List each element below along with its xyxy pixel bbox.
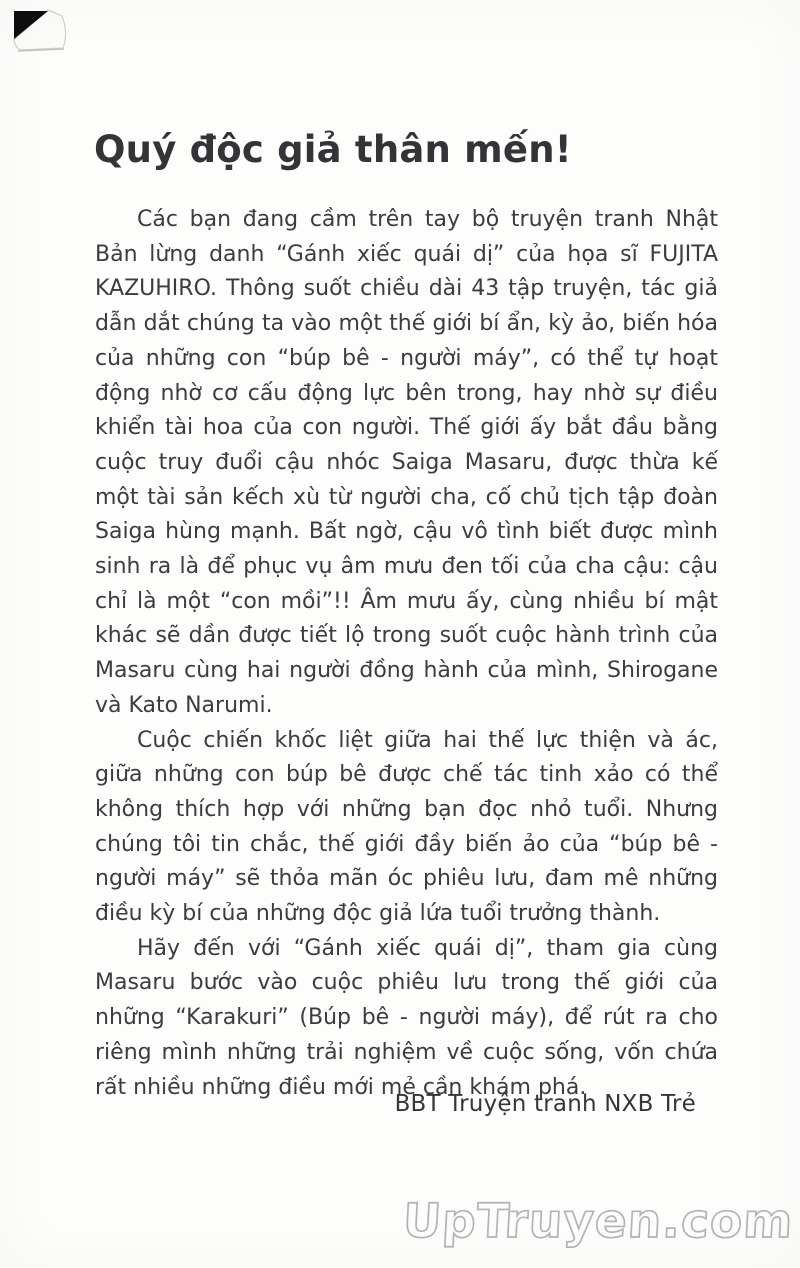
- paragraph-intro: Các bạn đang cầm trên tay bộ truyện tranh Nhật Bản lừng danh “Gánh xiếc quái dị” của họa sĩ FUJITA KAZUHIRO. Thông suốt chiều dài 43 tập truyện, tác giả dẫn dắt chúng ta vào một thế giới bí ẩn, kỳ ảo, biến hóa của những con “búp bê - người máy”, có thể tự hoạt động nhờ cơ cấu động lực bên trong, hay nhờ sự điều khiển tài hoa của con người. Thế giới ấy bắt đầu bằng cuộc truy đuổi cậu nhóc Saiga Masaru, được thừa kế một tài sản kếch xù từ người cha, cố chủ tịch tập đoàn Saiga hùng mạnh. Bất ngờ, cậu vô tình biết được mình sinh ra là để phục vụ âm mưu đen tối của cha cậu: cậu chỉ là một “con mồi”!! Âm mưu ấy, cùng nhiều bí mật khác sẽ dần được tiết lộ trong suốt cuộc hành trình của Masaru cùng hai người đồng hành của mình, Shirogane và Kato Narumi.: [95, 207, 718, 718]
- signature: BBT Truyện tranh NXB Trẻ: [394, 1091, 696, 1117]
- paragraph-invitation: Hãy đến với “Gánh xiếc quái dị”, tham gia cùng Masaru bước vào cuộc phiêu lưu trong thế giới của những “Karakuri” (Búp bê - người máy), để rút ra cho riêng mình những trải nghiệm về cuộc sống, vốn chứa rất nhiều những điều mới mẻ cần khám phá.: [95, 935, 718, 1100]
- corner-fold-icon: [10, 7, 72, 55]
- paragraph-warning: Cuộc chiến khốc liệt giữa hai thế lực thiện và ác, giữa những con búp bê được chế tác tinh xảo có thể không thích hợp với những bạn đọc nhỏ tuổi. Nhưng chúng tôi tin chắc, thế giới đầy biến ảo của “búp bê - người máy” sẽ thỏa mãn óc phiêu lưu, đam mê những điều kỳ bí của những độc giả lứa tuổi trưởng thành.: [95, 727, 718, 927]
- letter-body: [95, 203, 718, 1105]
- page-corner-fold: [10, 7, 72, 55]
- watermark: UpTruyen.com: [401, 1194, 795, 1249]
- page-title: Quý độc giả thân mến!: [94, 128, 572, 171]
